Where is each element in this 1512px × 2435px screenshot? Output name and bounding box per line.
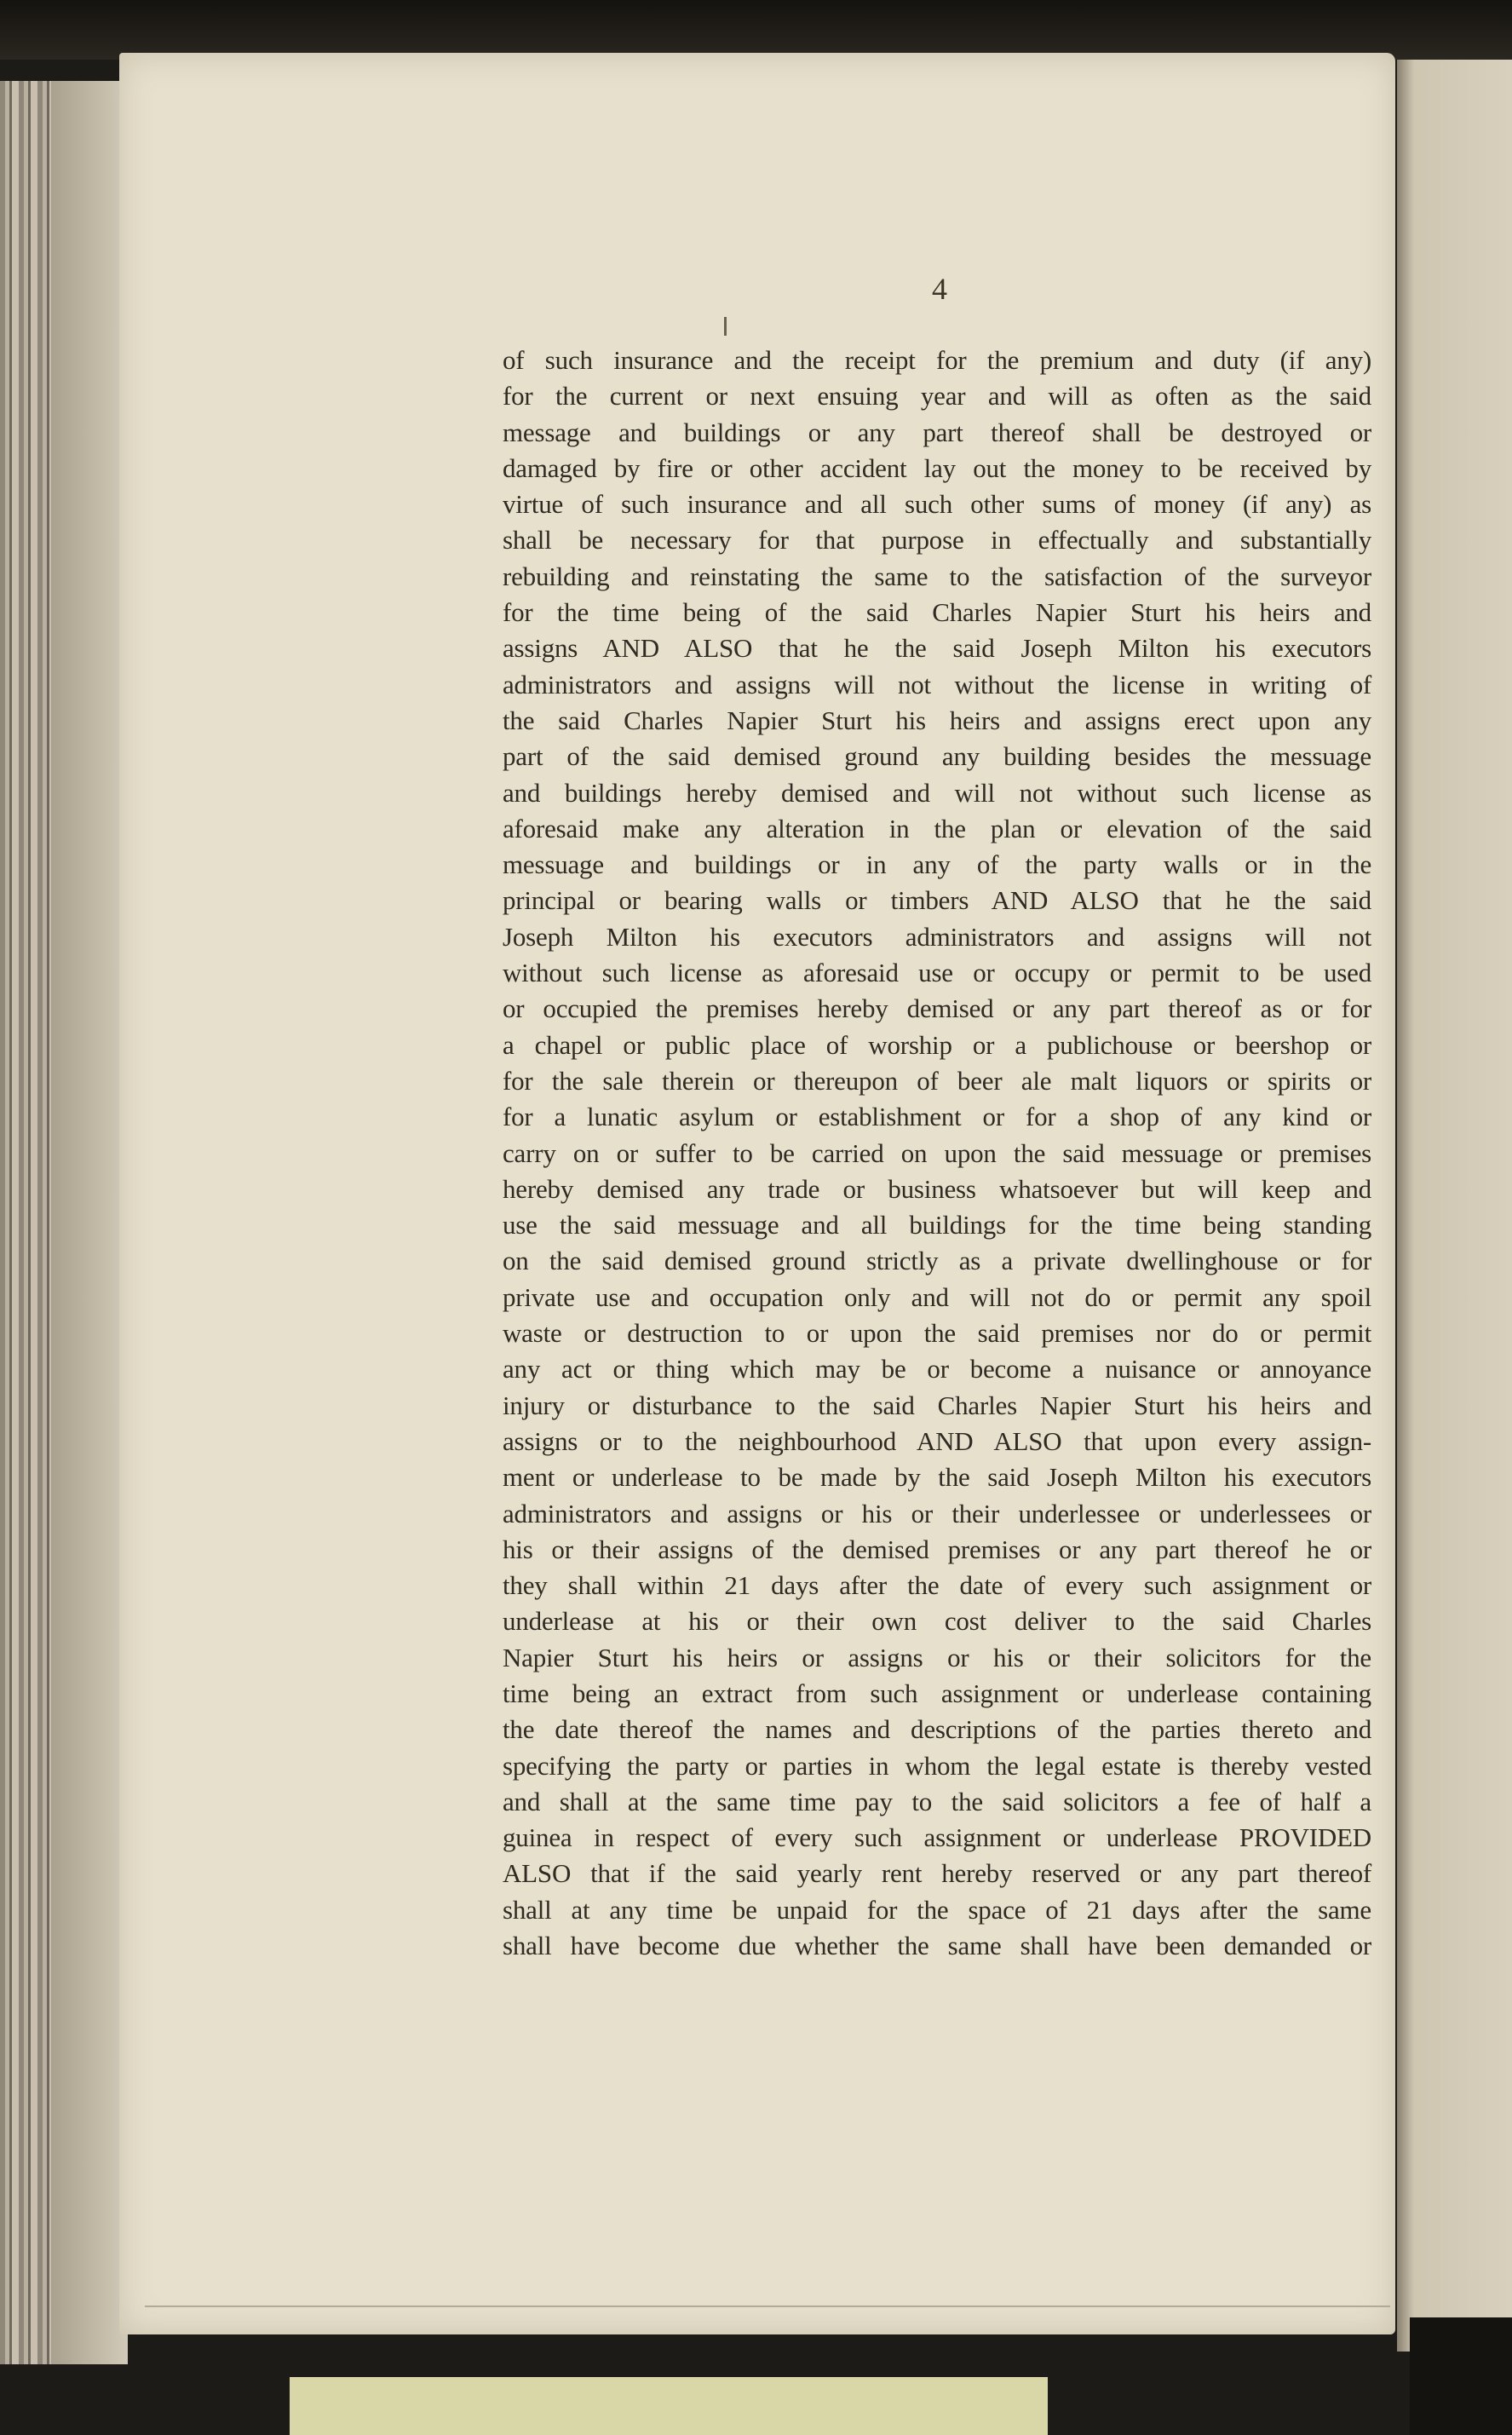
text-line: messuage and buildings or in any of the party walls or in the [503, 849, 1371, 880]
text-line: underlease at his or their own cost deliver to the said Charles [503, 1606, 1371, 1637]
text-line: they shall within 21 days after the date of every such assignment or [503, 1570, 1371, 1601]
text-line: guinea in respect of every such assignment or underlease PROVIDED [503, 1822, 1371, 1853]
text-line: ALSO that if the said yearly rent hereby reserved or any part thereof [503, 1858, 1371, 1889]
text-line: for the time being of the said Charles Napier Sturt his heirs and [503, 597, 1371, 628]
text-line: any act or thing which may be or become a nuisance or annoyance [503, 1354, 1371, 1384]
text-line: private use and occupation only and will not do or permit any spoil [503, 1281, 1371, 1312]
text-line: use the said messuage and all buildings for the time being standing [503, 1210, 1371, 1241]
text-line: without such license as aforesaid use or occupy or permit to be used [503, 958, 1371, 988]
text-line: a chapel or public place of worship or a publichouse or beershop or [503, 1029, 1371, 1060]
text-line: injury or disturbance to the said Charles Napier Sturt his heirs and [503, 1390, 1371, 1420]
text-line: for the sale therein or thereupon of beer ale malt liquors or spirits or [503, 1065, 1371, 1096]
text-line: the said Charles Napier Sturt his heirs and assigns erect upon any [503, 705, 1371, 735]
text-line: assigns AND ALSO that he the said Joseph Milton his executors [503, 633, 1371, 664]
text-line: message and buildings or any part thereof shall be destroyed or [503, 417, 1371, 447]
body-text [503, 343, 1371, 1964]
text-line: damaged by fire or other accident lay out the money to be received by [503, 452, 1371, 483]
paper-slip [290, 2377, 1048, 2435]
text-line: or occupied the premises hereby demised or any part thereof as or for [503, 993, 1371, 1024]
text-line: specifying the party or parties in whom the legal estate is thereby vested [503, 1750, 1371, 1781]
text-line: rebuilding and reinstating the same to the satisfaction of the surveyor [503, 561, 1371, 591]
text-line: ment or underlease to be made by the said Joseph Milton his executors [503, 1462, 1371, 1493]
text-line: time being an extract from such assignment or underlease containing [503, 1678, 1371, 1708]
page-number: 4 [932, 272, 947, 306]
text-line: and buildings hereby demised and will not without such license as [503, 777, 1371, 808]
text-line: for the current or next ensuing year and will as often as the said [503, 381, 1371, 412]
ink-mark [724, 317, 727, 336]
text-line: part of the said demised ground any building besides the messuage [503, 741, 1371, 772]
page-border-line [145, 2305, 1390, 2307]
text-line: and shall at the same time pay to the said solicitors a fee of half a [503, 1786, 1371, 1816]
text-line: hereby demised any trade or business whatsoever but will keep and [503, 1173, 1371, 1204]
text-line: of such insurance and the receipt for the premium and duty (if any) [503, 345, 1371, 375]
text-line: waste or destruction to or upon the said premises nor do or permit [503, 1318, 1371, 1349]
text-line: on the said demised ground strictly as a private dwellinghouse or for [503, 1246, 1371, 1276]
text-line: shall have become due whether the same shall have been demanded or [503, 1931, 1371, 1961]
text-line: virtue of such insurance and all such other sums of money (if any) as [503, 489, 1371, 520]
text-line: Joseph Milton his executors administrators and assigns will not [503, 921, 1371, 952]
text-line: Napier Sturt his heirs or assigns or his or their solicitors for the [503, 1642, 1371, 1672]
text-line: principal or bearing walls or timbers AND ALSO that he the said [503, 885, 1371, 916]
scan-background-top [0, 0, 1512, 60]
text-line: administrators and assigns or his or their underlessee or underlessees or [503, 1498, 1371, 1528]
text-line: assigns or to the neighbourhood AND ALSO that upon every assign- [503, 1425, 1371, 1456]
book-page-edges [0, 81, 128, 2364]
scan-background-corner [1410, 2317, 1512, 2435]
text-line: for a lunatic asylum or establishment or for a shop of any kind or [503, 1102, 1371, 1132]
facing-page-edge [1397, 60, 1512, 2352]
text-line: the date thereof the names and descriptions of the parties thereto and [503, 1714, 1371, 1745]
text-line: aforesaid make any alteration in the plan or elevation of the said [503, 813, 1371, 843]
text-line: his or their assigns of the demised premises or any part thereof he or [503, 1534, 1371, 1564]
text-line: administrators and assigns will not without the license in writing of [503, 669, 1371, 699]
text-line: shall be necessary for that purpose in effectually and substantially [503, 525, 1371, 556]
text-line: carry on or suffer to be carried on upon the said messuage or premises [503, 1137, 1371, 1168]
text-line: shall at any time be unpaid for the space of 21 days after the same [503, 1894, 1371, 1925]
